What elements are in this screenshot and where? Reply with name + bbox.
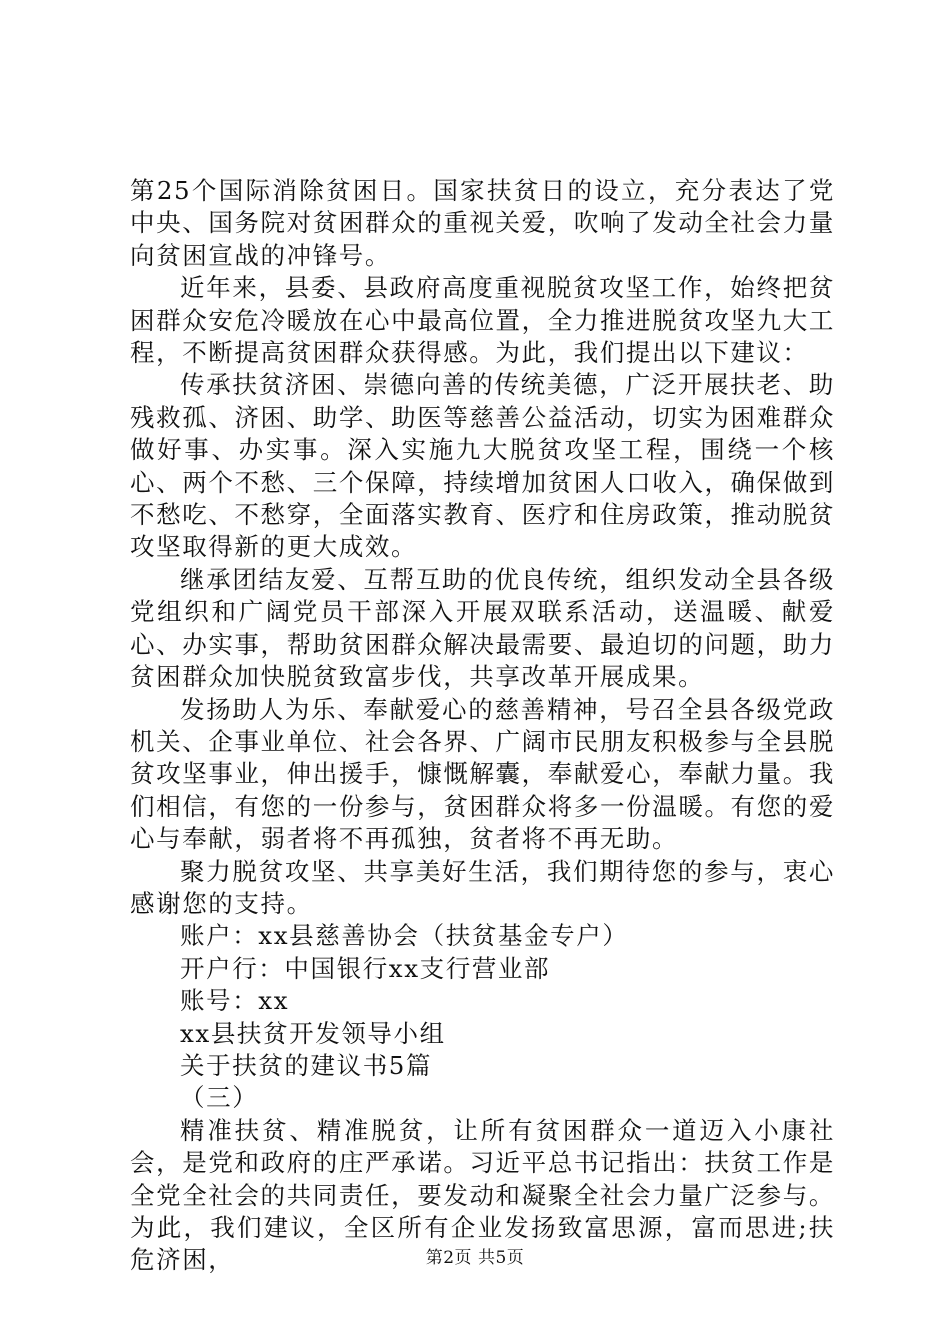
paragraph-suggestion-2: 继承团结友爱、互帮互助的优良传统，组织发动全县各级党组织和广阔党员干部深入开展双联系活动，送温暖、献爱心、办实事，帮助贫困群众解决最需要、最迫切的问题，助力贫困群众加快脱贫致富步伐，共享改革开展成果。 xyxy=(130,564,835,692)
paragraph-background: 近年来，县委、县政府高度重视脱贫攻坚工作，始终把贫困群众安危冷暖放在心中最高位置，全力推进脱贫攻坚九大工程，不断提高贫困群众获得感。为此，我们提出以下建议： xyxy=(130,273,835,368)
page-number-footer: 第2页 共5页 xyxy=(425,1248,525,1268)
paragraph-continuation: 第25个国际消除贫困日。国家扶贫日的设立，充分表达了党中央、国务院对贫困群众的重视关爱，吹响了发动全社会力量向贫困宣战的冲锋号。 xyxy=(130,176,835,270)
paragraph-suggestion-3: 发扬助人为乐、奉献爱心的慈善精神，号召全县各级党政机关、企事业单位、社会各界、广阔市民朋友积极参与全县脱贫攻坚事业，伸出援手，慷慨解囊，奉献爱心，奉献力量。我们相信，有您的一份参与，贫困群众将多一份温暖。有您的爱心与奉献，弱者将不再孤独，贫者将不再无助。 xyxy=(130,694,835,854)
account-number-line: 账号：xx xyxy=(180,986,290,1016)
bank-line: 开户行：中国银行xx支行营业部 xyxy=(180,953,551,983)
section-number: （三） xyxy=(180,1083,259,1113)
document-body xyxy=(130,175,835,1277)
paragraph-closing: 聚力脱贫攻坚、共享美好生活，我们期待您的参与，衷心感谢您的支持。 xyxy=(130,856,835,918)
signature-line: xx县扶贫开发领导小组 xyxy=(180,1018,446,1048)
paragraph-section-three: 精准扶贫、精准脱贫，让所有贫困群众一道迈入小康社会，是党和政府的庄严承诺。习近平总书记指出：扶贫工作是全党全社会的共同责任，要发动和凝聚全社会力量广泛参与。为此，我们建议，全区所有企业发扬致富思源，富而思进;扶危济困， xyxy=(130,1115,835,1275)
account-name-line: 账户：xx县慈善协会（扶贫基金专户） xyxy=(180,921,629,951)
section-title: 关于扶贫的建议书5篇 xyxy=(180,1050,433,1080)
paragraph-suggestion-1: 传承扶贫济困、崇德向善的传统美德，广泛开展扶老、助残救孤、济困、助学、助医等慈善公益活动，切实为困难群众做好事、办实事。深入实施九大脱贫攻坚工程，围绕一个核心、两个不愁、三个保障，持续增加贫困人口收入，确保做到不愁吃、不愁穿，全面落实教育、医疗和住房政策，推动脱贫攻坚取得新的更大成效。 xyxy=(130,370,835,562)
